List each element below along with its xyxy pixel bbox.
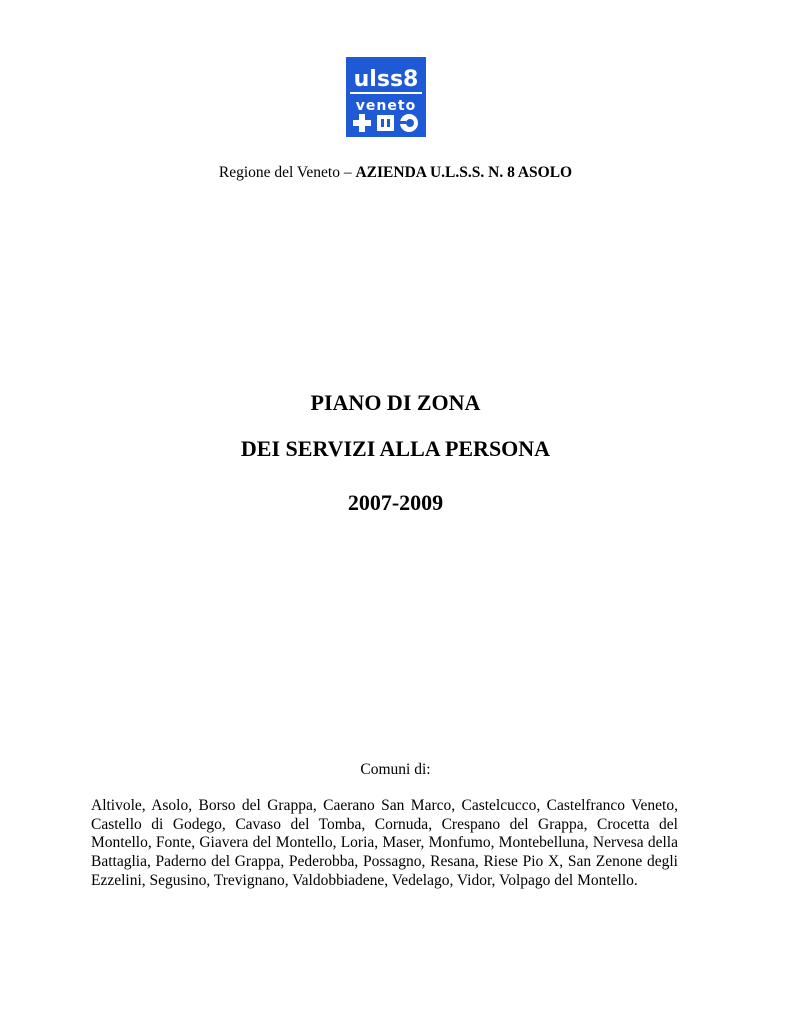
comuni-label: Comuni di:	[360, 761, 431, 778]
svg-text:veneto: veneto	[355, 98, 417, 114]
ulss8-logo	[346, 57, 426, 137]
svg-text:ulss8: ulss8	[353, 67, 419, 92]
title-line-2: DEI SERVIZI ALLA PERSONA	[240, 436, 551, 461]
organization-heading	[0, 164, 791, 182]
document-title	[0, 380, 791, 472]
ulss8-logo-icon	[346, 57, 426, 137]
title-years: 2007-2009	[347, 490, 444, 515]
comuni-list: Altivole, Asolo, Borso del Grappa, Caerano San Marco, Castelcucco, Castelfranco Veneto, Castello di Godego, Cavaso del Tomba, Cornuda, Crespano del Grappa, Crocetta del Montello, Fonte, Giavera del Montello, Loria, Maser, Monfumo, Montebelluna, Nervesa della Battaglia, Paderno del Grappa, Pederobba, Possagno, Resana, Riese Pio X, San Zenone degli Ezzelini, Segusino, Trevignano, Valdobbiadene, Vedelago, Vidor, Volpago del Montello.	[91, 797, 678, 889]
title-line-1: PIANO DI ZONA	[310, 390, 481, 415]
agency-name: AZIENDA U.L.S.S. N. 8 ASOLO	[355, 164, 573, 181]
region-text: Regione del Veneto –	[218, 164, 356, 181]
